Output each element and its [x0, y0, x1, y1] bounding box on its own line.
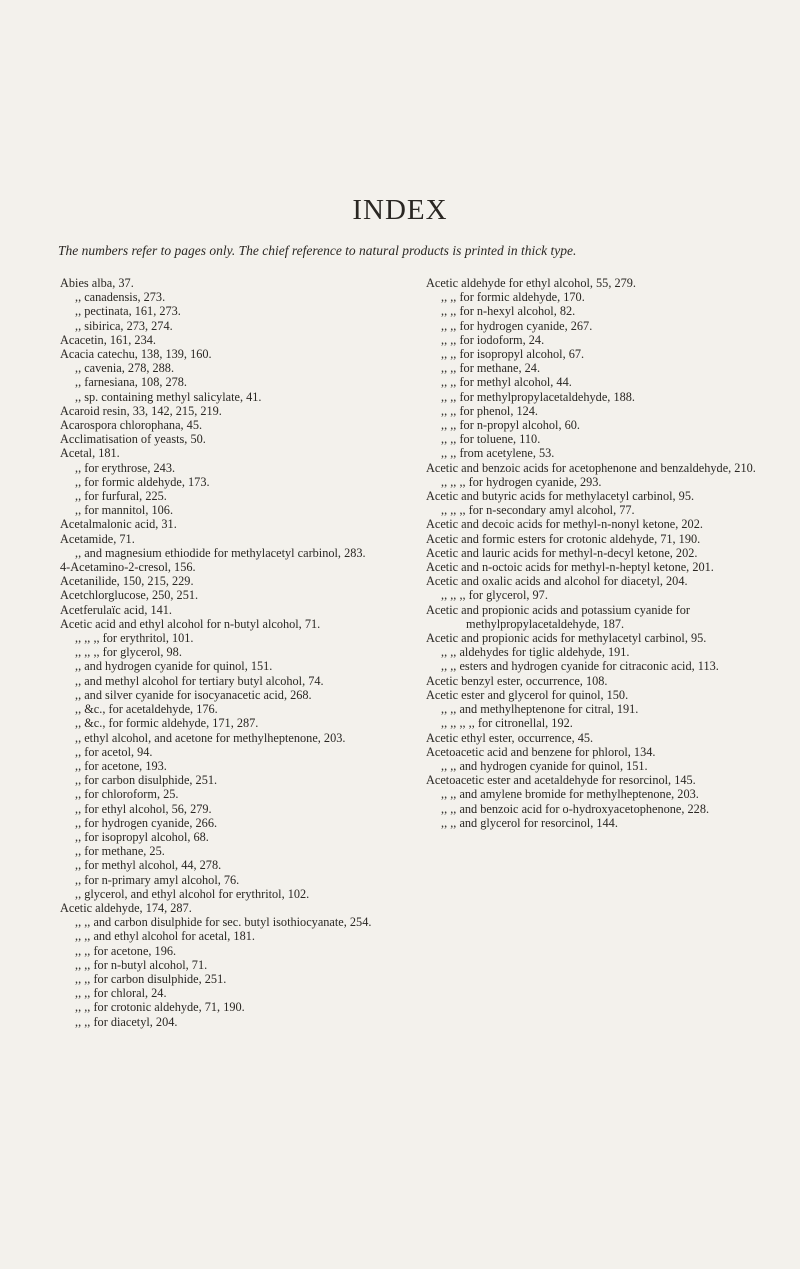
index-entry: ,, for formic aldehyde, 173.	[75, 474, 210, 489]
index-entry: ,, ,, for methylpropylacetaldehyde, 188.	[441, 389, 635, 404]
index-entry: ,, &c., for acetaldehyde, 176.	[75, 702, 218, 717]
index-entry: Acetic aldehyde for ethyl alcohol, 55, 279.	[426, 276, 637, 290]
index-entry: Acetferulaïc acid, 141.	[60, 602, 172, 617]
index-entry: ,, sibirica, 273, 274.	[75, 318, 173, 333]
index-entry: ,, and silver cyanide for isocyanacetic acid, 268.	[75, 687, 312, 702]
index-entry: ,, farnesiana, 108, 278.	[75, 375, 188, 390]
index-entry: Acacia catechu, 138, 139, 160.	[60, 347, 212, 362]
index-entry: ,, sp. containing methyl salicylate, 41.	[75, 389, 262, 404]
index-entry: Abies alba, 37.	[60, 276, 134, 290]
right-column	[426, 276, 760, 830]
index-entry: ,, pectinata, 161, 273.	[75, 304, 181, 319]
index-entry: Acetchlorglucose, 250, 251.	[60, 588, 199, 603]
index-entry: ,, ,, for n-propyl alcohol, 60.	[441, 418, 580, 433]
index-entry: ,, ,, and ethyl alcohol for acetal, 181.	[75, 929, 255, 944]
index-entry: Acetic and n-octoic acids for methyl-n-heptyl ketone, 201.	[426, 560, 714, 575]
index-entry: ,, ,, for carbon disulphide, 251.	[75, 971, 227, 986]
index-entry: ,, ,, ,, for n-secondary amyl alcohol, 77.	[441, 503, 635, 518]
index-entry: ,, ,, for methane, 24.	[441, 361, 541, 376]
index-entry: ,, ,, for acetone, 196.	[75, 943, 177, 958]
index-entry: ,, ,, aldehydes for tiglic aldehyde, 191.	[441, 645, 630, 660]
index-entry: ,, ,, for hydrogen cyanide, 267.	[441, 318, 593, 333]
index-entry: ,, glycerol, and ethyl alcohol for erythritol, 102.	[75, 886, 310, 901]
index-entry: Acetanilide, 150, 215, 229.	[60, 574, 194, 589]
index-entry: Acetal, 181.	[60, 446, 120, 461]
index-entry: ,, ,, ,, for glycerol, 98.	[75, 645, 182, 660]
index-entry: ,, and methyl alcohol for tertiary butyl alcohol, 74.	[75, 673, 324, 688]
index-entry: ,, ,, ,, ,, for citronellal, 192.	[441, 716, 573, 731]
index-entry: ,, ,, ,, for erythritol, 101.	[75, 631, 194, 646]
index-entry: Acetic benzyl ester, occurrence, 108.	[426, 673, 608, 688]
index-entry: ,, and magnesium ethiodide for methylacetyl carbinol, 283.	[75, 545, 366, 560]
index-entry: ,, ,, for chloral, 24.	[75, 986, 167, 1001]
index-entry: Acetoacetic ester and acetaldehyde for resorcinol, 145.	[426, 773, 696, 788]
index-entry: ,, for mannitol, 106.	[75, 503, 174, 518]
index-entry: ,, ,, for toluene, 110.	[441, 432, 541, 447]
index-entry: ,, ,, for methyl alcohol, 44.	[441, 375, 572, 390]
index-entry: Acetic ester and glycerol for quinol, 150.	[426, 687, 629, 702]
index-entry: ,, ,, for n-butyl alcohol, 71.	[75, 957, 208, 972]
index-entry: ,, canadensis, 273.	[75, 290, 166, 305]
index-entry: ,, for erythrose, 243.	[75, 460, 176, 475]
page-title: INDEX	[352, 194, 448, 226]
index-entry: Acetic and oxalic acids and alcohol for diacetyl, 204.	[426, 574, 688, 589]
index-entry: ,, ,, from acetylene, 53.	[441, 446, 555, 461]
index-entry: Acetic and lauric acids for methyl-n-decyl ketone, 202.	[426, 545, 698, 560]
index-entry: Acetoacetic acid and benzene for phlorol, 134.	[426, 744, 656, 759]
index-entry: ,, ,, ,, for hydrogen cyanide, 293.	[441, 474, 602, 489]
index-entry: ,, for hydrogen cyanide, 266.	[75, 815, 218, 830]
index-entry: ,, ,, and methylheptenone for citral, 191.	[441, 702, 639, 717]
index-entry: ,, for isopropyl alcohol, 68.	[75, 829, 209, 844]
index-entry: ,, ,, for formic aldehyde, 170.	[441, 290, 585, 305]
index-entry: ,, ,, for crotonic aldehyde, 71, 190.	[75, 1000, 245, 1015]
index-entry: ,, &c., for formic aldehyde, 171, 287.	[75, 716, 259, 731]
index-entry: ,, and hydrogen cyanide for quinol, 151.	[75, 659, 273, 674]
index-entry: ,, for n-primary amyl alcohol, 76.	[75, 872, 240, 887]
index-entry: ,, ,, for n-hexyl alcohol, 82.	[441, 304, 576, 319]
index-entry: ,, ,, for diacetyl, 204.	[75, 1014, 178, 1029]
index-entry: ,, ,, ,, for glycerol, 97.	[441, 588, 548, 603]
index-entry: Acetalmalonic acid, 31.	[60, 517, 177, 532]
index-entry: ,, for chloroform, 25.	[75, 787, 179, 802]
index-entry: ,, ,, and amylene bromide for methylheptenone, 203.	[441, 787, 699, 802]
index-entry: Acarospora chlorophana, 45.	[60, 418, 203, 433]
index-entry: ,, ,, and benzoic acid for o-hydroxyacetophenone, 228.	[441, 801, 710, 816]
index-entry: ,, ,, for isopropyl alcohol, 67.	[441, 347, 585, 362]
index-entry: Acetic ethyl ester, occurrence, 45.	[426, 730, 594, 745]
index-entry: Acetic and formic esters for crotonic aldehyde, 71, 190.	[426, 531, 701, 546]
index-entry: ,, ,, and hydrogen cyanide for quinol, 151.	[441, 758, 648, 773]
page-subtitle: The numbers refer to pages only. The chief reference to natural products is printed in thick type.	[58, 243, 577, 258]
index-entry: Acetic aldehyde, 174, 287.	[60, 900, 192, 915]
index-entry: ,, for carbon disulphide, 251.	[75, 773, 218, 788]
index-entry: ,, ethyl alcohol, and acetone for methylheptenone, 203.	[75, 730, 346, 745]
index-entry: Acacetin, 161, 234.	[60, 332, 156, 347]
index-entry: ,, cavenia, 278, 288.	[75, 361, 175, 376]
index-entry: ,, for acetol, 94.	[75, 744, 153, 759]
index-entry: Acetic and benzoic acids for acetophenone and benzaldehyde, 210.	[426, 460, 756, 475]
index-entry: Acetic and propionic acids for methylacetyl carbinol, 95.	[426, 631, 707, 646]
index-entry: ,, for acetone, 193.	[75, 758, 167, 773]
index-entry: ,, ,, and glycerol for resorcinol, 144.	[441, 815, 618, 830]
index-entry: ,, for methane, 25.	[75, 844, 165, 859]
index-entry: ,, for ethyl alcohol, 56, 279.	[75, 801, 212, 816]
index-entry: ,, for methyl alcohol, 44, 278.	[75, 858, 222, 873]
index-entry: Acetic and decoic acids for methyl-n-nonyl ketone, 202.	[426, 517, 703, 532]
index-entry: ,, for furfural, 225.	[75, 489, 167, 504]
index-entry: ,, ,, for phenol, 124.	[441, 403, 538, 418]
index-entry: ,, ,, and carbon disulphide for sec. butyl isothiocyanate, 254.	[75, 915, 372, 930]
index-entry: Acaroid resin, 33, 142, 215, 219.	[60, 403, 222, 418]
index-entry: 4-Acetamino-2-cresol, 156.	[60, 560, 196, 575]
index-entry: Acetic and propionic acids and potassium cyanide for methylpropylacetaldehyde, 187.	[426, 602, 690, 631]
left-column	[60, 276, 390, 1029]
index-entry: Acetamide, 71.	[60, 531, 135, 546]
index-entry: Acclimatisation of yeasts, 50.	[60, 432, 206, 447]
index-entry: Acetic and butyric acids for methylacetyl carbinol, 95.	[426, 489, 695, 504]
index-entry: Acetic acid and ethyl alcohol for n-butyl alcohol, 71.	[60, 616, 321, 631]
index-entry: ,, ,, esters and hydrogen cyanide for citraconic acid, 113.	[441, 659, 719, 674]
index-entry: ,, ,, for iodoform, 24.	[441, 332, 545, 347]
